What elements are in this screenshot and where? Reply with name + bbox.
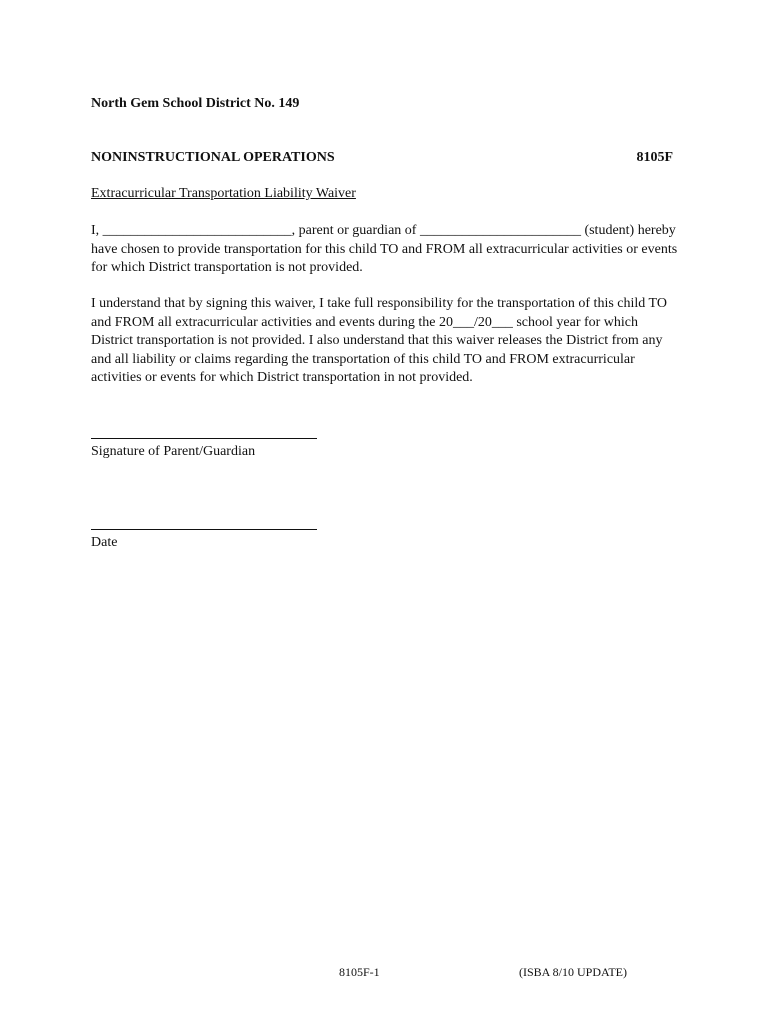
section-header — [91, 149, 673, 167]
update-note: (ISBA 8/10 UPDATE) — [519, 965, 628, 979]
parent-signature-label: Signature of Parent/Guardian — [91, 444, 256, 459]
district-name: North Gem School District No. 149 — [91, 96, 300, 111]
date-line — [91, 529, 317, 530]
date-label: Date — [91, 535, 118, 550]
waiver-paragraph-1: I, ___________________________, parent or guardian of _______________________ (student) hereby have chosen to provide transportation for this child TO and FROM all extracurricular activities or events for which District transportation is not provided. — [91, 223, 678, 275]
policy-code: 8105F — [636, 150, 673, 165]
page-number: 8105F-1 — [339, 965, 380, 979]
parent-signature-line — [91, 438, 317, 439]
form-title: Extracurricular Transportation Liability Waiver — [91, 186, 356, 201]
section-title: NONINSTRUCTIONAL OPERATIONS — [91, 150, 335, 165]
waiver-paragraph-2: I understand that by signing this waiver, I take full responsibility for the transportation of this child TO and FROM all extracurricular activities and events during the 20___/20___ school year for which District transportation is not provided. I also understand that this waiver releases the District from any and all liability or claims regarding the transportation of this child TO and FROM extracurricular activities or events for which District transportation in not provided. — [91, 296, 667, 385]
